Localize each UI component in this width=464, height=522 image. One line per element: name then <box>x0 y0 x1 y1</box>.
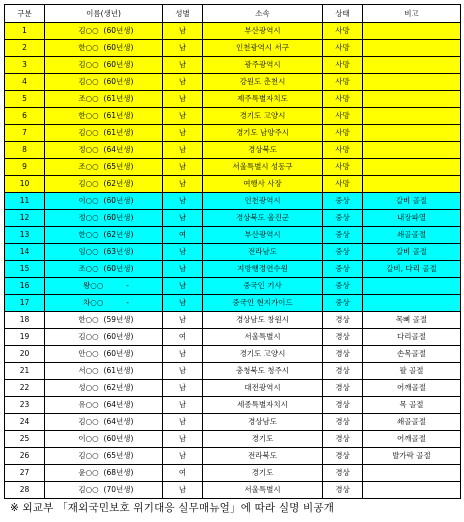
cell-gender: 남 <box>163 210 203 227</box>
cell-status: 경상 <box>323 380 363 397</box>
cell-note: 다리골절 <box>363 329 461 346</box>
cell-gender: 남 <box>163 278 203 295</box>
person-name: 한○○ <box>78 315 99 324</box>
cell-name <box>45 465 163 482</box>
cell-status: 사망 <box>323 57 363 74</box>
cell-name <box>45 482 163 499</box>
cell-affiliation: 여행사 사장 <box>203 176 323 193</box>
person-name: 정○○ <box>78 145 99 154</box>
birth-year: (63년생) <box>103 247 134 256</box>
table-row <box>5 397 461 414</box>
cell-status: 사망 <box>323 91 363 108</box>
cell-note <box>363 40 461 57</box>
table-row <box>5 40 461 57</box>
cell-gender: 남 <box>163 74 203 91</box>
cell-status: 경상 <box>323 397 363 414</box>
cell-gender: 남 <box>163 431 203 448</box>
cell-name <box>45 193 163 210</box>
cell-name <box>45 108 163 125</box>
cell-status: 사망 <box>323 159 363 176</box>
person-name: 한○○ <box>78 111 99 120</box>
table-row <box>5 414 461 431</box>
cell-status: 사망 <box>323 108 363 125</box>
cell-note: 목 골절 <box>363 397 461 414</box>
cell-affiliation: 서울특별시 <box>203 329 323 346</box>
birth-year: (64년생) <box>103 417 134 426</box>
cell-name <box>45 244 163 261</box>
cell-name <box>45 57 163 74</box>
table-row <box>5 176 461 193</box>
person-name: 이○○ <box>78 196 99 205</box>
birth-year: (60년생) <box>103 264 134 273</box>
cell-affiliation: 중국인 현지가이드 <box>203 295 323 312</box>
birth-year: (61년생) <box>103 111 134 120</box>
cell-gender: 남 <box>163 57 203 74</box>
cell-status: 경상 <box>323 363 363 380</box>
cell-no: 23 <box>5 397 45 414</box>
cell-note: 갈비 골절 <box>363 244 461 261</box>
person-name: 김○○ <box>78 128 99 137</box>
cell-note <box>363 74 461 91</box>
cell-name <box>45 23 163 40</box>
header-status: 상태 <box>323 5 363 23</box>
birth-year: (65년생) <box>103 162 134 171</box>
birth-year: - <box>126 298 129 307</box>
cell-affiliation: 서울특별시 성동구 <box>203 159 323 176</box>
birth-year: (60년생) <box>103 213 134 222</box>
cell-no: 6 <box>5 108 45 125</box>
cell-note <box>363 465 461 482</box>
cell-affiliation: 서울특별시 <box>203 482 323 499</box>
cell-name <box>45 210 163 227</box>
cell-affiliation: 인천광역시 서구 <box>203 40 323 57</box>
person-name: 조○○ <box>78 264 99 273</box>
header-no: 구분 <box>5 5 45 23</box>
cell-note <box>363 108 461 125</box>
cell-no: 17 <box>5 295 45 312</box>
birth-year: (61년생) <box>103 366 134 375</box>
cell-note <box>363 159 461 176</box>
cell-status: 중상 <box>323 244 363 261</box>
person-name: 한○○ <box>78 43 99 52</box>
cell-gender: 남 <box>163 108 203 125</box>
birth-year: (61년생) <box>103 128 134 137</box>
table-row <box>5 278 461 295</box>
cell-name <box>45 397 163 414</box>
cell-no: 25 <box>5 431 45 448</box>
cell-status: 경상 <box>323 465 363 482</box>
person-name: 안○○ <box>78 349 99 358</box>
cell-affiliation: 중국인 기사 <box>203 278 323 295</box>
table-row <box>5 346 461 363</box>
table-row <box>5 193 461 210</box>
cell-status: 사망 <box>323 23 363 40</box>
cell-note <box>363 142 461 159</box>
header-row <box>5 5 461 23</box>
person-name: 김○○ <box>78 451 99 460</box>
cell-name <box>45 329 163 346</box>
birth-year: (60년생) <box>103 434 134 443</box>
cell-affiliation: 대전광역시 <box>203 380 323 397</box>
cell-affiliation: 세종특별자치시 <box>203 397 323 414</box>
cell-note <box>363 295 461 312</box>
cell-no: 18 <box>5 312 45 329</box>
cell-no: 15 <box>5 261 45 278</box>
cell-no: 20 <box>5 346 45 363</box>
table-body <box>5 23 461 499</box>
cell-name <box>45 142 163 159</box>
cell-note: 어깨골절 <box>363 380 461 397</box>
cell-note: 갈비, 다리 골절 <box>363 261 461 278</box>
cell-note <box>363 278 461 295</box>
birth-year: (60년생) <box>103 77 134 86</box>
birth-year: (60년생) <box>103 196 134 205</box>
cell-note: 팔 골절 <box>363 363 461 380</box>
cell-name <box>45 363 163 380</box>
table-row <box>5 380 461 397</box>
casualty-table-container <box>4 4 460 499</box>
cell-status: 경상 <box>323 482 363 499</box>
table-row <box>5 448 461 465</box>
cell-no: 10 <box>5 176 45 193</box>
cell-affiliation: 인천광역시 <box>203 193 323 210</box>
birth-year: (70년생) <box>103 485 134 494</box>
table-row <box>5 295 461 312</box>
cell-gender: 남 <box>163 142 203 159</box>
person-name: 김○○ <box>78 60 99 69</box>
cell-status: 중상 <box>323 261 363 278</box>
cell-no: 3 <box>5 57 45 74</box>
cell-no: 16 <box>5 278 45 295</box>
cell-no: 28 <box>5 482 45 499</box>
cell-note <box>363 125 461 142</box>
cell-no: 13 <box>5 227 45 244</box>
cell-status: 사망 <box>323 40 363 57</box>
cell-affiliation: 충청북도 청주시 <box>203 363 323 380</box>
birth-year: (60년생) <box>103 332 134 341</box>
cell-note <box>363 482 461 499</box>
cell-affiliation: 부산광역시 <box>203 23 323 40</box>
person-name: 정○○ <box>78 213 99 222</box>
cell-status: 사망 <box>323 125 363 142</box>
cell-no: 26 <box>5 448 45 465</box>
cell-status: 중상 <box>323 210 363 227</box>
table-row <box>5 142 461 159</box>
cell-gender: 남 <box>163 380 203 397</box>
cell-status: 경상 <box>323 329 363 346</box>
header-gender: 성별 <box>163 5 203 23</box>
birth-year: (59년생) <box>103 315 134 324</box>
cell-name <box>45 278 163 295</box>
footnote: ※ 외교부 「재외국민보호 위기대응 실무매뉴얼」에 따라 실명 비공개 <box>10 502 335 514</box>
cell-gender: 남 <box>163 244 203 261</box>
cell-no: 27 <box>5 465 45 482</box>
cell-no: 7 <box>5 125 45 142</box>
cell-gender: 남 <box>163 159 203 176</box>
person-name: 왕○○ <box>82 281 104 290</box>
cell-status: 경상 <box>323 414 363 431</box>
table-row <box>5 159 461 176</box>
cell-note: 내장파열 <box>363 210 461 227</box>
birth-year: (68년생) <box>103 468 134 477</box>
cell-name <box>45 91 163 108</box>
cell-status: 중상 <box>323 227 363 244</box>
cell-gender: 여 <box>163 329 203 346</box>
cell-gender: 남 <box>163 312 203 329</box>
cell-no: 8 <box>5 142 45 159</box>
cell-note: 목뼈 골절 <box>363 312 461 329</box>
cell-name <box>45 431 163 448</box>
person-name: 유○○ <box>78 400 99 409</box>
cell-note: 쇄골골절 <box>363 414 461 431</box>
table-row <box>5 227 461 244</box>
cell-affiliation: 전라남도 <box>203 244 323 261</box>
person-name: 한○○ <box>78 230 99 239</box>
cell-status: 경상 <box>323 431 363 448</box>
cell-name <box>45 159 163 176</box>
cell-status: 경상 <box>323 448 363 465</box>
cell-gender: 여 <box>163 465 203 482</box>
person-name: 김○○ <box>78 332 99 341</box>
cell-no: 1 <box>5 23 45 40</box>
cell-gender: 남 <box>163 176 203 193</box>
birth-year: (64년생) <box>103 145 134 154</box>
table-row <box>5 108 461 125</box>
person-name: 조○○ <box>78 162 99 171</box>
cell-no: 4 <box>5 74 45 91</box>
cell-note <box>363 23 461 40</box>
person-name: 서○○ <box>78 366 99 375</box>
cell-gender: 남 <box>163 363 203 380</box>
cell-affiliation: 경상북도 <box>203 142 323 159</box>
cell-no: 11 <box>5 193 45 210</box>
cell-note: 어깨골절 <box>363 431 461 448</box>
cell-affiliation: 강원도 춘천시 <box>203 74 323 91</box>
cell-no: 14 <box>5 244 45 261</box>
cell-note <box>363 57 461 74</box>
table-row <box>5 261 461 278</box>
cell-affiliation: 경기도 <box>203 431 323 448</box>
cell-gender: 남 <box>163 40 203 57</box>
person-name: 김○○ <box>78 26 99 35</box>
birth-year: (60년생) <box>103 349 134 358</box>
person-name: 김○○ <box>78 485 99 494</box>
cell-note <box>363 91 461 108</box>
table-row <box>5 74 461 91</box>
birth-year: (62년생) <box>103 230 134 239</box>
birth-year: (60년생) <box>103 26 134 35</box>
cell-name <box>45 295 163 312</box>
cell-affiliation: 부산광역시 <box>203 227 323 244</box>
table-row <box>5 482 461 499</box>
cell-affiliation: 경기도 <box>203 465 323 482</box>
cell-gender: 남 <box>163 414 203 431</box>
cell-gender: 남 <box>163 397 203 414</box>
person-name: 차○○ <box>82 298 104 307</box>
cell-status: 사망 <box>323 176 363 193</box>
birth-year: (60년생) <box>103 60 134 69</box>
cell-status: 중상 <box>323 278 363 295</box>
table-row <box>5 363 461 380</box>
person-name: 윤○○ <box>78 468 99 477</box>
cell-note: 갈비 골절 <box>363 193 461 210</box>
cell-affiliation: 경기도 고양시 <box>203 346 323 363</box>
cell-no: 9 <box>5 159 45 176</box>
table-row <box>5 125 461 142</box>
cell-no: 21 <box>5 363 45 380</box>
person-name: 임○○ <box>78 247 99 256</box>
birth-year: (62년생) <box>103 383 134 392</box>
table-row <box>5 431 461 448</box>
birth-year: (64년생) <box>103 400 134 409</box>
cell-status: 경상 <box>323 346 363 363</box>
cell-gender: 남 <box>163 125 203 142</box>
cell-note: 쇄골골절 <box>363 227 461 244</box>
cell-affiliation: 경기도 고양시 <box>203 108 323 125</box>
table-row <box>5 312 461 329</box>
person-name: 이○○ <box>78 434 99 443</box>
cell-no: 22 <box>5 380 45 397</box>
cell-status: 중상 <box>323 295 363 312</box>
cell-note: 손목골절 <box>363 346 461 363</box>
header-affiliation: 소속 <box>203 5 323 23</box>
cell-name <box>45 448 163 465</box>
cell-no: 19 <box>5 329 45 346</box>
header-name: 이름(생년) <box>45 5 163 23</box>
cell-gender: 남 <box>163 91 203 108</box>
table-row <box>5 23 461 40</box>
cell-gender: 남 <box>163 346 203 363</box>
cell-status: 경상 <box>323 312 363 329</box>
table-row <box>5 91 461 108</box>
table-row <box>5 465 461 482</box>
person-name: 김○○ <box>78 179 99 188</box>
cell-affiliation: 전라북도 <box>203 448 323 465</box>
cell-name <box>45 125 163 142</box>
cell-gender: 남 <box>163 193 203 210</box>
person-name: 김○○ <box>78 417 99 426</box>
cell-note <box>363 176 461 193</box>
cell-affiliation: 경상남도 창원시 <box>203 312 323 329</box>
cell-name <box>45 176 163 193</box>
birth-year: (62년생) <box>103 179 134 188</box>
cell-no: 2 <box>5 40 45 57</box>
cell-name <box>45 40 163 57</box>
birth-year: (60년생) <box>103 43 134 52</box>
table-row <box>5 57 461 74</box>
cell-affiliation: 경상북도 울진군 <box>203 210 323 227</box>
cell-status: 중상 <box>323 193 363 210</box>
cell-name <box>45 227 163 244</box>
cell-no: 5 <box>5 91 45 108</box>
cell-no: 24 <box>5 414 45 431</box>
cell-gender: 남 <box>163 295 203 312</box>
cell-affiliation: 경상남도 <box>203 414 323 431</box>
cell-name <box>45 380 163 397</box>
table-row <box>5 210 461 227</box>
cell-affiliation: 광주광역시 <box>203 57 323 74</box>
cell-status: 사망 <box>323 142 363 159</box>
cell-gender: 남 <box>163 482 203 499</box>
cell-name <box>45 312 163 329</box>
table-row <box>5 244 461 261</box>
cell-affiliation: 제주특별자치도 <box>203 91 323 108</box>
cell-affiliation: 경기도 남양주시 <box>203 125 323 142</box>
birth-year: (65년생) <box>103 451 134 460</box>
casualty-table <box>4 4 461 499</box>
cell-name <box>45 261 163 278</box>
table-row <box>5 329 461 346</box>
cell-gender: 남 <box>163 23 203 40</box>
cell-gender: 남 <box>163 448 203 465</box>
header-note: 비고 <box>363 5 461 23</box>
cell-name <box>45 74 163 91</box>
person-name: 성○○ <box>78 383 99 392</box>
cell-status: 사망 <box>323 74 363 91</box>
cell-gender: 남 <box>163 261 203 278</box>
cell-gender: 여 <box>163 227 203 244</box>
person-name: 조○○ <box>78 94 99 103</box>
cell-no: 12 <box>5 210 45 227</box>
cell-name <box>45 414 163 431</box>
birth-year: (61년생) <box>103 94 134 103</box>
cell-name <box>45 346 163 363</box>
cell-affiliation: 지방행정연수원 <box>203 261 323 278</box>
person-name: 김○○ <box>78 77 99 86</box>
birth-year: - <box>126 281 129 290</box>
cell-note: 발가락 골절 <box>363 448 461 465</box>
